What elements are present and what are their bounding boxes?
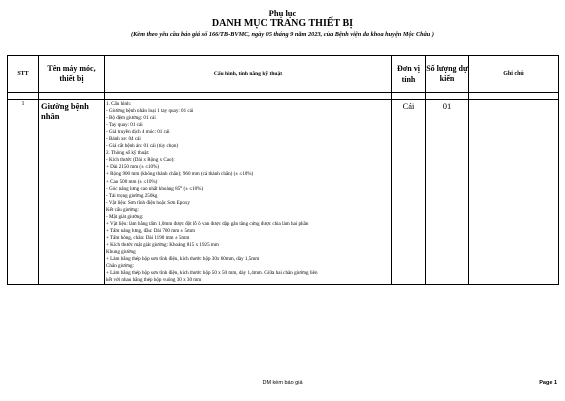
footer-caption: DM kèm báo giá <box>262 380 303 386</box>
spec-line: Chân giường: <box>106 263 134 270</box>
spec-line: - Mặt giát giường: <box>106 213 144 220</box>
appendix-label: Phụ lục <box>268 8 297 18</box>
table-header-row <box>8 56 559 93</box>
spec-line: - Giá cắt bệnh án: 01 cái (tùy chọn) <box>106 143 179 150</box>
spec-line: + Vật liệu: làm bằng tấm 1,0mm được đột lỗ ô van được dập gân tăng cứng được chia làm hai phần <box>106 220 309 227</box>
spacer-cell <box>8 93 39 100</box>
col-header-unit: Đơn vị tính <box>392 56 426 93</box>
spec-line: + Dài 2150 mm (± ≤10%) <box>106 164 160 171</box>
row-note <box>469 100 559 285</box>
document-header <box>0 8 565 39</box>
spec-line: + Cao 500 mm (± ≤10%) <box>106 178 158 185</box>
table-row <box>8 100 559 285</box>
spec-line: - Góc nâng lưng cao nhất khoảng 85⁰ (± ≤10%) <box>106 185 204 192</box>
spacer-cell <box>39 93 105 100</box>
spec-line: + Tấm nâng lưng, đầu: Dài 700 mm ± 5mm <box>106 227 195 234</box>
spacer-cell <box>105 93 392 100</box>
spec-line: Kết cấu giường: <box>106 206 139 213</box>
col-header-name: Tên máy móc, thiết bị <box>39 56 105 93</box>
row-name: Giường bệnh nhân <box>39 100 105 285</box>
spec-line: 2. Thông số kỹ thuật: <box>106 150 150 157</box>
spec-line: kết với nhau bằng thép hộp vuông 30 x 30 mm <box>106 277 202 284</box>
spec-line: - Giường bệnh nhân loại 1 tay quay: 01 cái <box>106 108 194 115</box>
spec-line: - Kích thước (Dài x Rộng x Cao): <box>106 157 175 164</box>
col-header-stt: STT <box>8 56 39 93</box>
document-subtitle: (Kèm theo yêu cầu báo giá số 166/TB-BVMC, ngày 05 tháng 9 năm 2023, của Bệnh viện đa khoa huyện Mộc Châu ) <box>131 31 434 38</box>
spec-line: 1. Cấu hình: <box>106 101 132 107</box>
spacer-cell <box>469 93 559 100</box>
spec-line: + Rộng 900 mm (không thành chắn); 960 mm (cả thành chắn) (± ≤10%) <box>106 171 254 178</box>
spec-line: - Giá truyền dịch 4 móc: 01 cái <box>106 129 170 136</box>
col-header-note: Ghi chú <box>469 56 559 93</box>
spec-line: - Vật liệu: Sơn tĩnh điện hoặc Sơn Epoxy <box>106 199 190 206</box>
spacer-row <box>8 93 559 100</box>
spec-line: - Bánh xe: 04 cái <box>106 136 141 143</box>
spacer-cell <box>392 93 426 100</box>
document-title: DANH MỤC TRANG THIẾT BỊ <box>211 18 354 29</box>
spec-line: + Tấm hông, chân: Dài 1190 mm ± 5mm <box>106 234 190 241</box>
spec-line: - Bộ đệm giường: 01 cái <box>106 115 156 122</box>
row-qty: 01 <box>426 100 469 285</box>
equipment-table <box>7 55 559 285</box>
spec-line: + Làm bằng thép hộp sơn tĩnh điện, kích thước hộp 50 x 50 mm, dày 1,4mm. Giữa hai chân giường liên <box>106 270 318 277</box>
spec-line: - Tải trọng giường 250kg <box>106 192 158 199</box>
spec-line: + Làm bằng thép hộp sơn tĩnh điện, kích thước hộp 30x 60mm, dày 1,5mm <box>106 256 260 263</box>
row-stt: 1 <box>8 100 39 285</box>
row-unit: Cái <box>392 100 426 285</box>
col-header-spec: Cấu hình, tính năng kỹ thuật <box>105 56 392 93</box>
row-spec <box>105 100 392 285</box>
spacer-cell <box>426 93 469 100</box>
spec-line: - Tay quay: 01 cái <box>106 122 143 129</box>
page-number: Page 1 <box>539 380 557 386</box>
spec-line: Khung giường <box>106 248 136 255</box>
col-header-qty: Số lượng dự kiến <box>426 56 469 93</box>
spec-line: + Kích thước mặt giát giường: Khoảng 815 x 1925 mm <box>106 241 219 248</box>
